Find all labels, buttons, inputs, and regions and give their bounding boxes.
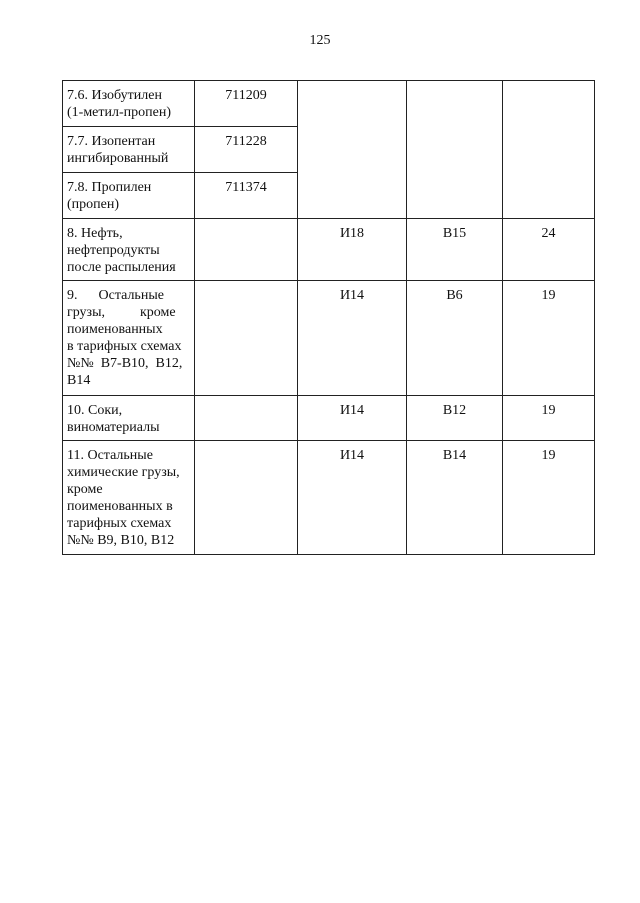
cargo-name-cell [63,81,195,127]
cargo-code-cell [195,281,298,396]
table-row [63,219,595,281]
cargo-name-line: 7.7. Изопентан [67,134,156,149]
tariff-class-cell: И14 [298,441,407,555]
cargo-name-line: в тарифных схемах [67,339,182,354]
cargo-name-line: №№ В9, В10, В12 [67,533,175,548]
cargo-name-line: (1-метил-пропен) [67,105,172,120]
cargo-name-line: грузы, кроме [67,305,176,320]
cargo-name-line: виноматериалы [67,420,160,435]
tariff-scheme-cell: В14 [407,441,503,555]
cargo-code-cell: 711209 [195,81,298,127]
tariff-scheme-cell: В6 [407,281,503,396]
cargo-name-cell [63,219,195,281]
tariff-class-cell: И14 [298,396,407,441]
cargo-name-line: 9. Остальные [67,288,164,303]
table-row [63,396,595,441]
tariff-scheme-cell: В15 [407,219,503,281]
tariff-value-cell: 19 [503,396,595,441]
cargo-name-line: нефтепродукты [67,243,160,258]
cargo-name-line: 10. Соки, [67,403,123,418]
cargo-code-cell [195,396,298,441]
cargo-name-line: после распыления [67,260,176,275]
empty-cell [407,81,503,219]
cargo-code-cell [195,219,298,281]
cargo-name-line: кроме [67,482,103,497]
tariff-class-cell: И18 [298,219,407,281]
cargo-name-cell [63,396,195,441]
cargo-code-cell: 711228 [195,127,298,173]
cargo-name-cell [63,441,195,555]
cargo-code-cell [195,441,298,555]
tariff-table [62,80,595,555]
tariff-class-cell: И14 [298,281,407,396]
table-row [63,81,595,127]
cargo-name-cell [63,281,195,396]
empty-cell [298,81,407,219]
cargo-name-cell [63,173,195,219]
cargo-name-line: 8. Нефть, [67,226,123,241]
cargo-name-line: В14 [67,373,91,388]
cargo-code-cell: 711374 [195,173,298,219]
cargo-name-line: (пропен) [67,197,120,212]
cargo-name-cell [63,127,195,173]
tariff-value-cell: 19 [503,281,595,396]
cargo-name-line: поименованных в [67,499,173,514]
page-number: 125 [309,33,331,48]
cargo-name-line: 7.6. Изобутилен [67,88,162,103]
empty-cell [503,81,595,219]
tariff-scheme-cell: В12 [407,396,503,441]
table-row [63,281,595,396]
cargo-name-line: химические грузы, [67,465,180,480]
cargo-name-line: 7.8. Пропилен [67,180,152,195]
tariff-value-cell: 19 [503,441,595,555]
tariff-value-cell: 24 [503,219,595,281]
cargo-name-line: 11. Остальные [67,448,153,463]
cargo-name-line: №№ В7-В10, В12, [67,356,183,371]
table-row [63,441,595,555]
cargo-name-line: поименованных [67,322,163,337]
cargo-name-line: ингибированный [67,151,169,166]
cargo-name-line: тарифных схемах [67,516,172,531]
